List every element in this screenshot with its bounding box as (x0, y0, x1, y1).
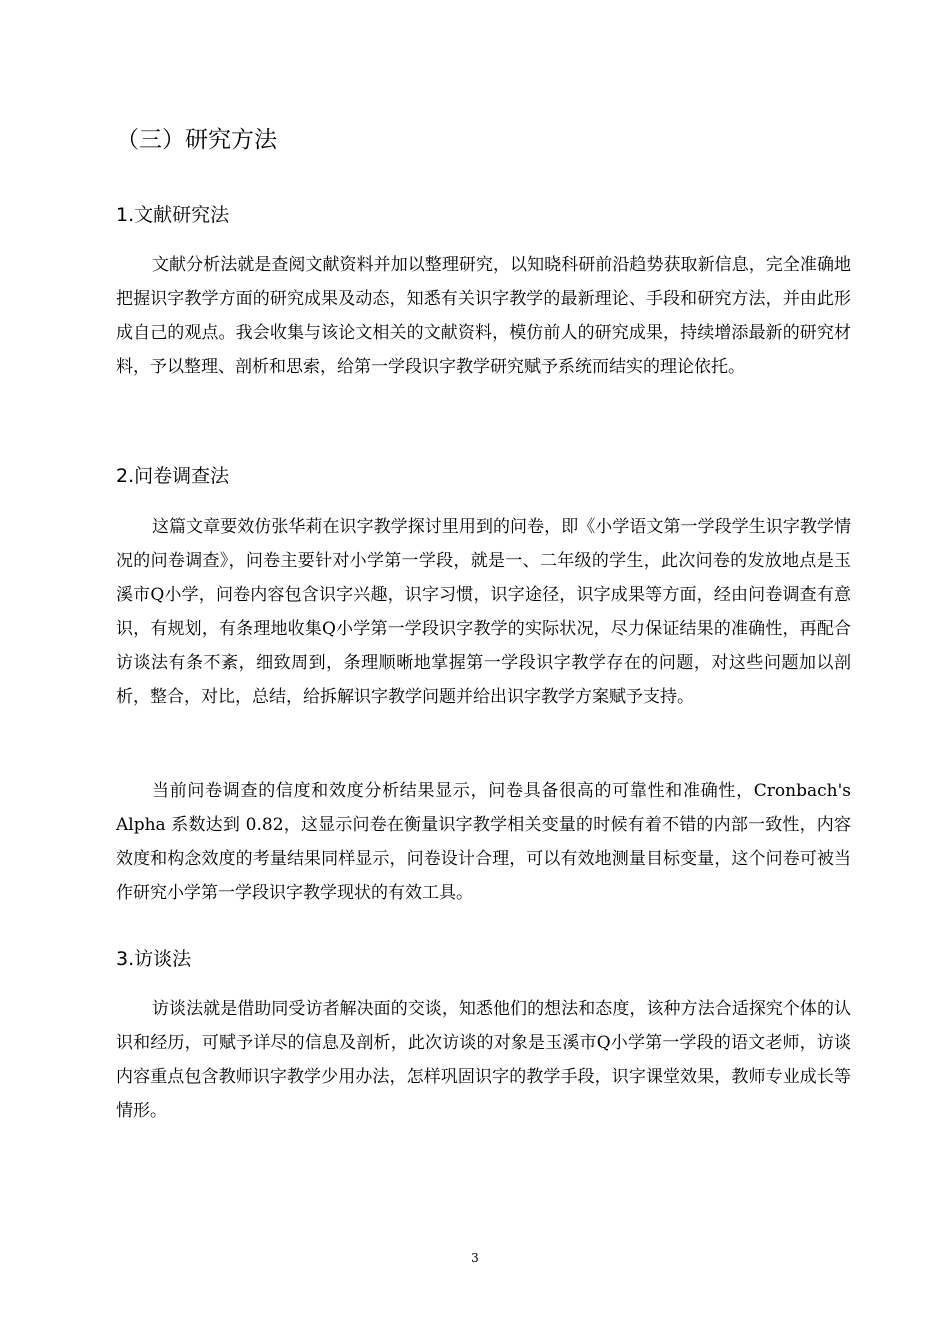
paragraph-literature-method: 文献分析法就是查阅文献资料并加以整理研究，以知晓科研前沿趋势获取新信息，完全准确地把握识字教学方面的研究成果及动态，知悉有关识字教学的最新理论、手段和研究方法，并由此形成自己的观点。我会收集与该论文相关的文献资料，模仿前人的研究成果，持续增添最新的研究材料，予以整理、剖析和思索，给第一学段识字教学研究赋予系统而结实的理论依托。 (116, 255, 851, 377)
section-title: （三）研究方法 (116, 127, 277, 153)
paragraph-questionnaire-reliability: 当前问卷调查的信度和效度分析结果显示，问卷具备很高的可靠性和准确性，Cronbach's Alpha 系数达到 0.82，这显示问卷在衡量识字教学相关变量的时候有着不错的内部一致性，内容效度和构念效度的考量结果同样显示，问卷设计合理，可以有效地测量目标变量，这个问卷可被当作研究小学第一学段识字教学现状的有效工具。 (116, 781, 851, 903)
page-number: 3 (471, 1251, 479, 1265)
paragraph-questionnaire-method: 这篇文章要效仿张华莉在识字教学探讨里用到的问卷，即《小学语文第一学段学生识字教学情况的问卷调查》，问卷主要针对小学第一学段，就是一、二年级的学生，此次问卷的发放地点是玉溪市Q小学，问卷内容包含识字兴趣，识字习惯，识字途径，识字成果等方面，经由问卷调查有意识，有规划，有条理地收集Q小学第一学段识字教学的实际状况，尽力保证结果的准确性，再配合访谈法有条不紊，细致周到，条理顺晰地掌握第一学段识字教学存在的问题，对这些问题加以剖析，整合，对比，总结，给拆解识字教学问题并给出识字教学方案赋予支持。 (116, 517, 851, 707)
subsection-heading-interview: 3.访谈法 (116, 948, 192, 970)
paragraph-interview-method: 访谈法就是借助同受访者解决面的交谈，知悉他们的想法和态度，该种方法合适探究个体的认识和经历，可赋予详尽的信息及剖析，此次访谈的对象是玉溪市Q小学第一学段的语文老师，访谈内容重点包含教师识字教学少用办法，怎样巩固识字的教学手段，识字课堂效果，教师专业成长等情形。 (116, 999, 851, 1121)
subsection-heading-literature: 1.文献研究法 (116, 204, 230, 226)
subsection-heading-questionnaire: 2.问卷调查法 (116, 465, 230, 487)
